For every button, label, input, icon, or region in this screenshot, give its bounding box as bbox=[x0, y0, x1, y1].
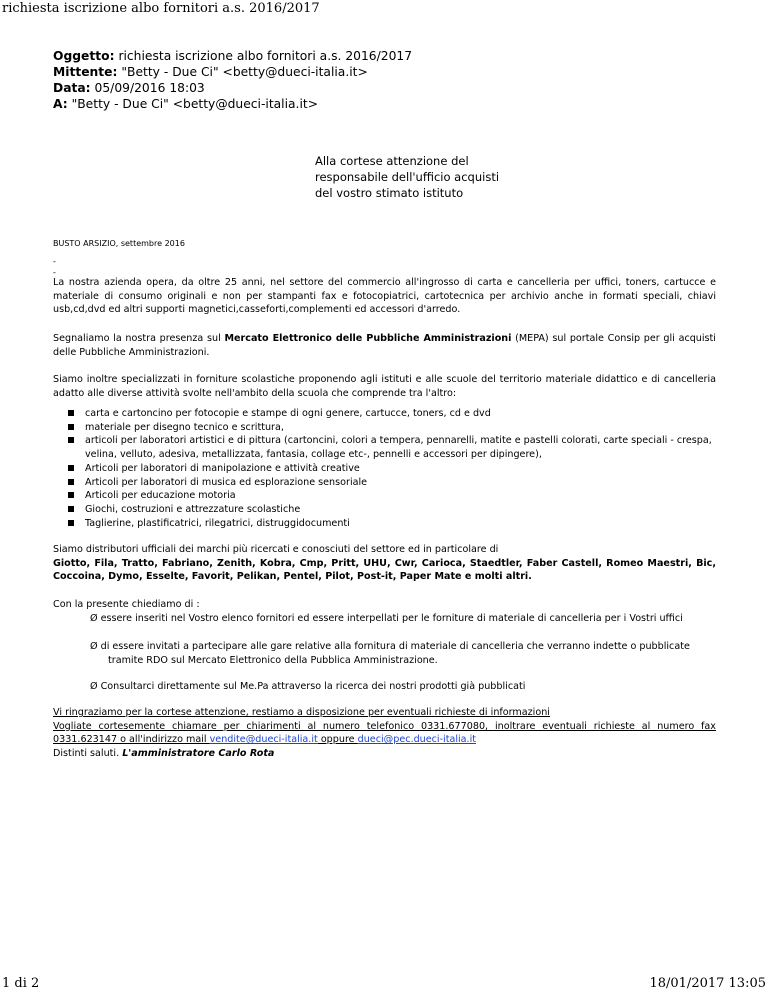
square-bullet-icon bbox=[68, 437, 74, 443]
square-bullet-icon bbox=[68, 410, 74, 416]
attention-line: Alla cortese attenzione del bbox=[315, 154, 469, 168]
attention-line: del vostro stimato istituto bbox=[315, 186, 464, 200]
square-bullet-icon bbox=[68, 506, 74, 512]
to-value: "Betty - Due Ci" <betty@dueci-italia.it> bbox=[71, 97, 318, 111]
oppure-text: oppure bbox=[317, 734, 358, 746]
email-to-row bbox=[53, 96, 412, 112]
mepa-bold: Mercato Elettronico delle Pubbliche Amministrazioni bbox=[224, 333, 512, 344]
list-item: Articoli per laboratori di musica ed esplorazione sensoriale bbox=[53, 476, 716, 490]
email-sender-row bbox=[53, 64, 412, 80]
signature: L'amministratore Carlo Rota bbox=[122, 748, 275, 760]
square-bullet-icon bbox=[68, 520, 74, 526]
contact-paragraph bbox=[53, 720, 716, 747]
greeting-text: Distinti saluti. bbox=[53, 748, 123, 760]
mepa-paragraph bbox=[53, 332, 716, 359]
dash-line: - bbox=[53, 268, 56, 277]
dash-line: - bbox=[53, 257, 56, 266]
page-number: 1 di 2 bbox=[2, 976, 40, 991]
print-datetime: 18/01/2017 13:05 bbox=[649, 976, 766, 991]
sender-label: Mittente: bbox=[53, 65, 118, 79]
place-date: BUSTO ARSIZIO, settembre 2016 bbox=[53, 239, 185, 248]
subject-label: Oggetto: bbox=[53, 49, 115, 63]
square-bullet-icon bbox=[68, 465, 74, 471]
school-paragraph: Siamo inoltre specializzati in forniture scolastiche proponendo agli istituti e alle scuole del territorio materiale didattico e di cancelleria adatto alle diverse attività svolte nell'ambito della scuola che comprende tra l'altro: bbox=[53, 374, 716, 399]
pec-link[interactable]: dueci@pec.dueci-italia.it bbox=[357, 734, 477, 746]
greeting-line bbox=[53, 747, 716, 761]
request-option-2 bbox=[90, 640, 716, 667]
thanks-line: Vi ringraziamo per la cortese attenzione, restiamo a disposizione per eventuali richieste di informazioni bbox=[53, 707, 550, 718]
square-bullet-icon bbox=[68, 479, 74, 485]
contact-text: Vogliate cortesemente chiamare per chiarimenti al numero telefonico 0331.677080, inoltrare eventuali richieste al numero fax 0331.623147 o all'indirizzo mail bbox=[53, 720, 716, 746]
sender-value: "Betty - Due Ci" <betty@dueci-italia.it> bbox=[121, 65, 368, 79]
list-item: Taglierine, plastificatrici, rilegatrici, distruggidocumenti bbox=[53, 517, 716, 531]
product-list bbox=[53, 407, 716, 530]
list-item: carta e cartoncino per fotocopie e stampe di ogni genere, cartucce, toners, cd e dvd bbox=[53, 407, 716, 421]
square-bullet-icon bbox=[68, 424, 74, 430]
attention-line: responsabile dell'ufficio acquisti bbox=[315, 170, 500, 184]
mepa-text-after: (MEPA) sul portale Consip per gli acquisti delle Pubbliche Amministrazioni. bbox=[53, 333, 716, 358]
option-2-line-2: tramite RDO sul Mercato Elettronico della Pubblica Amministrazione. bbox=[108, 654, 438, 666]
attention-block bbox=[315, 153, 615, 201]
to-label: A: bbox=[53, 97, 68, 111]
date-label: Data: bbox=[53, 81, 91, 95]
request-option-1: Ø essere inseriti nel Vostro elenco fornitori ed essere interpellati per le forniture di materiale di cancelleria per i Vostri uffici bbox=[90, 613, 683, 624]
request-option-3: Ø Consultarci direttamente sul Me.Pa attraverso la ricerca dei nostri prodotti già pubblicati bbox=[90, 681, 526, 692]
list-item: Articoli per laboratori di manipolazione e attività creative bbox=[53, 462, 716, 476]
square-bullet-icon bbox=[68, 492, 74, 498]
list-item: articoli per laboratori artistici e di pittura (cartoncini, colori a tempera, pennarelli, matite e pastelli colorati, carte speciali - crespa, velina, velluto, adesiva, metallizzata, fantasia, collage etc-, pennelli e accessori per dipingere), bbox=[53, 434, 716, 461]
brands-paragraph bbox=[53, 543, 716, 584]
date-value: 05/09/2016 18:03 bbox=[94, 81, 205, 95]
list-item: Articoli per educazione motoria bbox=[53, 489, 716, 503]
closing-block bbox=[53, 706, 716, 761]
email-link[interactable]: vendite@dueci-italia.it bbox=[209, 734, 318, 746]
email-subject-row bbox=[53, 48, 412, 64]
list-item: Giochi, costruzioni e attrezzature scolastiche bbox=[53, 503, 716, 517]
request-intro: Con la presente chiediamo di : bbox=[53, 599, 200, 610]
brands-list: Giotto, Fila, Tratto, Fabriano, Zenith, Kobra, Cmp, Pritt, UHU, Cwr, Carioca, Staedtler, Faber Castell, Romeo Maestri, Bic, Coccoina, Dymo, Esselte, Favorit, Pelikan, Pentel, Pilot, Post-it, Paper Mate e molti altri. bbox=[53, 557, 716, 583]
intro-paragraph: La nostra azienda opera, da oltre 25 anni, nel settore del commercio all'ingrosso di carta e cancelleria per uffici, toners, cartucce e materiale di consumo originali e non per stampanti fax e fotocopiatrici, cartotecnica per archivio anche in formati speciali, chiavi usb,cd,dvd ed altri supporti magnetici,casseforti,complementi ed accessori d'arredo. bbox=[53, 277, 716, 316]
mepa-text-before: Segnaliamo la nostra presenza sul bbox=[53, 333, 225, 344]
subject-value: richiesta iscrizione albo fornitori a.s. 2016/2017 bbox=[118, 49, 413, 63]
list-item: materiale per disegno tecnico e scrittura, bbox=[53, 421, 716, 435]
brands-intro: Siamo distributori ufficiali dei marchi più ricercati e conosciuti del settore ed in particolare di bbox=[53, 544, 499, 555]
email-date-row bbox=[53, 80, 412, 96]
option-2-line-1: Ø di essere invitati a partecipare alle gare relative alla fornitura di materiale di cancelleria che verranno indette o pubblicate bbox=[90, 641, 690, 652]
email-header bbox=[53, 48, 412, 112]
page-header-title: richiesta iscrizione albo fornitori a.s. 2016/2017 bbox=[2, 1, 320, 16]
